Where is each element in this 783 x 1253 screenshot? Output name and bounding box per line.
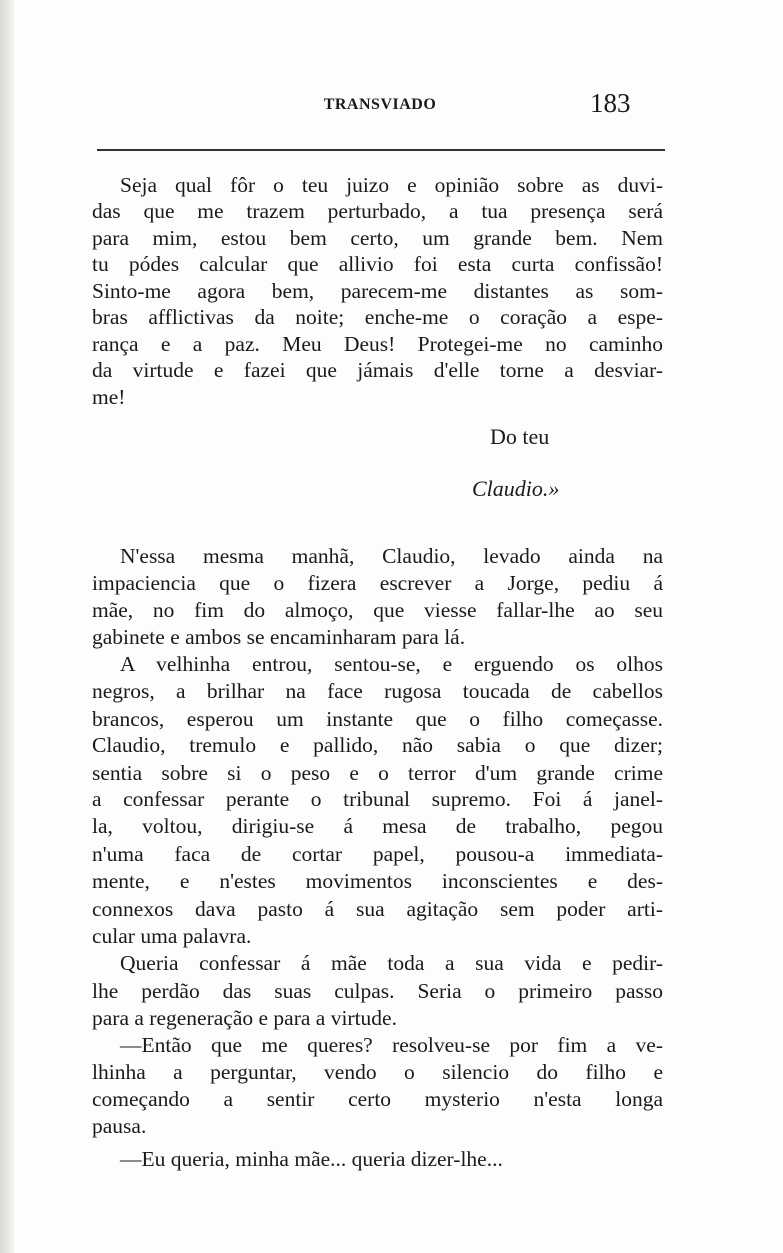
text-line: impaciencia que o fizera escrever a Jorge, pediu á <box>92 571 663 595</box>
text-line: a confessar perante o tribunal supremo. Foi á janel- <box>92 787 663 811</box>
text-line: gabinete e ambos se encaminharam para lá. <box>92 625 466 649</box>
text-line: me! <box>92 385 126 409</box>
text-line: começando a sentir certo mysterio n'esta longa <box>92 1087 663 1111</box>
text-line: Queria confessar á mãe toda a sua vida e pedir- <box>120 951 663 975</box>
text-line: Seja qual fôr o teu juizo e opinião sobre as duvi- <box>120 173 663 197</box>
text-line: rança e a paz. Meu Deus! Protegei-me no caminho <box>92 332 663 356</box>
letter-closing: Do teu <box>490 424 550 449</box>
text-line: la, voltou, dirigiu-se á mesa de trabalho, pegou <box>92 814 663 838</box>
letter-signature: Claudio.» <box>472 476 560 501</box>
text-line: —Então que me queres? resolveu-se por fim a ve- <box>120 1033 663 1057</box>
header-rule <box>97 149 665 151</box>
text-line: Claudio, tremulo e pallido, não sabia o que dizer; <box>92 733 663 757</box>
text-line: sentia sobre si o peso e o terror d'um grande crime <box>92 761 663 785</box>
text-line: bras afflictivas da noite; enche-me o coração a espe- <box>92 305 663 329</box>
text-line: para a regeneração e para a virtude. <box>92 1006 397 1030</box>
text-line: connexos dava pasto á sua agitação sem poder arti- <box>92 897 663 921</box>
text-line: N'essa mesma manhã, Claudio, levado ainda na <box>120 544 663 568</box>
text-line: mãe, no fim do almoço, que viesse fallar-lhe ao seu <box>92 598 663 622</box>
text-line: brancos, esperou um instante que o filho começasse. <box>92 707 663 731</box>
text-line: cular uma palavra. <box>92 924 252 948</box>
text-line: lhinha a perguntar, vendo o silencio do filho e <box>92 1060 663 1084</box>
text-line: n'uma faca de cortar papel, pousou-a immediata- <box>92 842 663 866</box>
text-line: mente, e n'estes movimentos inconscientes e des- <box>92 869 663 893</box>
text-line: lhe perdão das suas culpas. Seria o primeiro passo <box>92 979 663 1003</box>
text-line: para mim, estou bem certo, um grande bem. Nem <box>92 226 663 250</box>
text-line: da virtude e fazei que jámais d'elle torne a desviar- <box>92 358 663 382</box>
text-line: tu pódes calcular que allivio foi esta curta confissão! <box>92 252 663 276</box>
text-line: das que me trazem perturbado, a tua presença será <box>92 199 663 223</box>
text-line: pausa. <box>92 1114 147 1138</box>
page-edge-shadow <box>0 0 14 1253</box>
text-line: negros, a brilhar na face rugosa toucada de cabellos <box>92 679 663 703</box>
page-number: 183 <box>590 88 631 118</box>
text-line: —Eu queria, minha mãe... queria dizer-lhe... <box>120 1147 503 1171</box>
text-line: Sinto-me agora bem, parecem-me distantes as som- <box>92 279 663 303</box>
text-line: A velhinha entrou, sentou-se, e erguendo os olhos <box>120 652 663 676</box>
running-title: TRANSVIADO <box>323 96 437 113</box>
